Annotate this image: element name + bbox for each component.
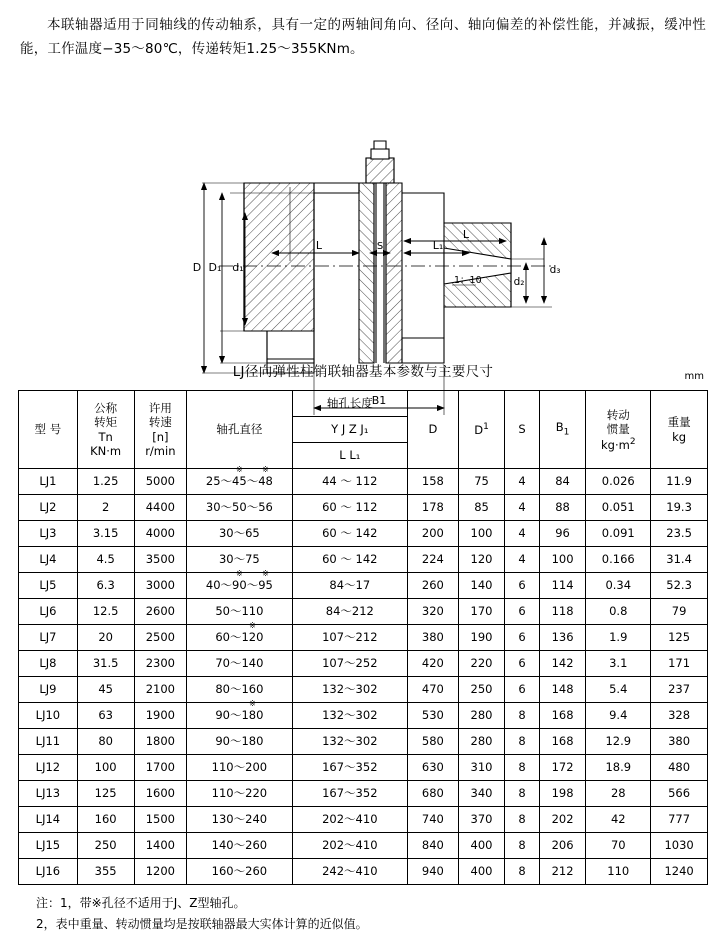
cell-weight: 1030 [651, 833, 708, 859]
cell-model: LJ13 [19, 781, 78, 807]
table-row [19, 729, 708, 755]
cell-B1: 172 [539, 755, 586, 781]
cell-speed: 1900 [134, 703, 187, 729]
label-S: S [376, 241, 384, 253]
cell-B1: 202 [539, 807, 586, 833]
figure-caption [14, 360, 712, 383]
cell-weight: 237 [651, 677, 708, 703]
cell-bore_dia: 30～50～56 [187, 495, 292, 521]
cell-D: 420 [408, 651, 459, 677]
cell-weight: 1240 [651, 859, 708, 885]
cell-D: 680 [408, 781, 459, 807]
table-row [19, 703, 708, 729]
th-inertia: 转动 惯量 $kg\cdot m^2$ [586, 391, 651, 469]
cell-torque: 355 [77, 859, 134, 885]
cell-speed: 1400 [134, 833, 187, 859]
cell-weight: 11.9 [651, 469, 708, 495]
label-L-left: L [315, 239, 323, 253]
cell-torque: 3.15 [77, 521, 134, 547]
cell-B1: 168 [539, 703, 586, 729]
cell-B1: 206 [539, 833, 586, 859]
cell-S: 6 [505, 677, 539, 703]
cell-torque: 63 [77, 703, 134, 729]
cell-bore_dia: 40～※ 90～※ 95 [187, 573, 292, 599]
bore-dia-mark: ※ 48 [258, 475, 273, 488]
cell-B1: 88 [539, 495, 586, 521]
cell-model: LJ1 [19, 469, 78, 495]
cell-bore_len: 107～212 [292, 625, 408, 651]
cell-speed: 1200 [134, 859, 187, 885]
cell-S: 6 [505, 599, 539, 625]
cell-model: LJ2 [19, 495, 78, 521]
cell-inertia: 0.8 [586, 599, 651, 625]
cell-torque: 125 [77, 781, 134, 807]
cell-torque: 80 [77, 729, 134, 755]
cell-bore_dia: 25～※ 45～※ 48 [187, 469, 292, 495]
cell-B1: 142 [539, 651, 586, 677]
cell-torque: 20 [77, 625, 134, 651]
table-row [19, 755, 708, 781]
cell-model: LJ9 [19, 677, 78, 703]
cell-torque: 4.5 [77, 547, 134, 573]
label-d2: d₂ [513, 276, 525, 289]
cell-inertia: 70 [586, 833, 651, 859]
cell-bore_len: 84～212 [292, 599, 408, 625]
cell-D: 224 [408, 547, 459, 573]
cell-bore_dia: 110～220 [187, 781, 292, 807]
cell-D1: 170 [458, 599, 505, 625]
cell-speed: 3000 [134, 573, 187, 599]
cell-B1: 96 [539, 521, 586, 547]
label-L-right: L [462, 228, 470, 242]
cell-D: 840 [408, 833, 459, 859]
bore-dia-mark: ※ 90 [232, 579, 247, 592]
cell-weight: 52.3 [651, 573, 708, 599]
cell-D1: 140 [458, 573, 505, 599]
cell-D: 470 [408, 677, 459, 703]
cell-inertia: 5.4 [586, 677, 651, 703]
cell-bore_len: 167～352 [292, 755, 408, 781]
cell-D: 530 [408, 703, 459, 729]
cell-inertia: 3.1 [586, 651, 651, 677]
cell-weight: 125 [651, 625, 708, 651]
th-B1: $B_1$ [539, 391, 586, 469]
cell-bore_len: 132～302 [292, 729, 408, 755]
cell-D1: 280 [458, 703, 505, 729]
cell-B1: 136 [539, 625, 586, 651]
cell-bore_dia: 90～※ 180 [187, 703, 292, 729]
th-torque: 公称 转矩 Tn KN·m [77, 391, 134, 469]
th-weight: 重量 kg [651, 391, 708, 469]
cell-D1: 400 [458, 833, 505, 859]
cell-bore_len: 132～302 [292, 677, 408, 703]
cell-weight: 380 [651, 729, 708, 755]
note-2: 2，表中重量、转动惯量均是按联轴器最大实体计算的近似值。 [36, 916, 368, 931]
cell-bore_dia: 50～110 [187, 599, 292, 625]
cell-D1: 370 [458, 807, 505, 833]
cell-B1: 148 [539, 677, 586, 703]
table-row [19, 807, 708, 833]
cell-weight: 171 [651, 651, 708, 677]
cell-S: 8 [505, 859, 539, 885]
cell-D1: 85 [458, 495, 505, 521]
cell-D1: 100 [458, 521, 505, 547]
cell-bore_len: 60 ～ 142 [292, 521, 408, 547]
label-taper: 1：10 [454, 275, 482, 287]
cell-bore_len: 60 ～ 112 [292, 495, 408, 521]
spec-table [18, 390, 708, 885]
cell-bore_len: 84～17 [292, 573, 408, 599]
cell-B1: 84 [539, 469, 586, 495]
cell-D: 178 [408, 495, 459, 521]
cell-D: 380 [408, 625, 459, 651]
intro-paragraph: 本联轴器适用于同轴线的传动轴系，具有一定的两轴间角向、径向、轴向偏差的补偿性能，并减振，缓冲性能，工作温度−35～80℃，传递转矩1.25～355KNm。 [20, 17, 706, 57]
cell-B1: 212 [539, 859, 586, 885]
cell-S: 4 [505, 469, 539, 495]
cell-B1: 168 [539, 729, 586, 755]
cell-inertia: 1.9 [586, 625, 651, 651]
cell-S: 6 [505, 625, 539, 651]
cell-torque: 100 [77, 755, 134, 781]
cell-speed: 2600 [134, 599, 187, 625]
cell-S: 4 [505, 495, 539, 521]
cell-D: 630 [408, 755, 459, 781]
label-d3: d₃ [549, 264, 561, 277]
cell-D: 580 [408, 729, 459, 755]
cell-weight: 480 [651, 755, 708, 781]
cell-S: 8 [505, 807, 539, 833]
cell-D1: 75 [458, 469, 505, 495]
cell-S: 8 [505, 833, 539, 859]
cell-inertia: 9.4 [586, 703, 651, 729]
cell-speed: 1700 [134, 755, 187, 781]
cell-weight: 31.4 [651, 547, 708, 573]
label-B1: B1 [371, 394, 387, 408]
th-D1: $D^1$ [458, 391, 505, 469]
table-row [19, 781, 708, 807]
table-row [19, 677, 708, 703]
cell-weight: 566 [651, 781, 708, 807]
note-1: 注：1，带※孔径不适用于J、Z型轴孔。 [36, 896, 246, 911]
cell-speed: 1500 [134, 807, 187, 833]
cell-D1: 310 [458, 755, 505, 781]
cell-speed: 1600 [134, 781, 187, 807]
table-row [19, 859, 708, 885]
figure-caption-text: LJ径向弹性柱销联轴器基本参数与主要尺寸 [232, 364, 494, 381]
cell-inertia: 12.9 [586, 729, 651, 755]
cell-inertia: 0.091 [586, 521, 651, 547]
cell-weight: 777 [651, 807, 708, 833]
cell-speed: 2500 [134, 625, 187, 651]
label-L1: L₁ [432, 239, 444, 253]
cell-bore_len: 242～410 [292, 859, 408, 885]
cell-inertia: 0.166 [586, 547, 651, 573]
table-row [19, 599, 708, 625]
cell-weight: 23.5 [651, 521, 708, 547]
cell-model: LJ12 [19, 755, 78, 781]
th-model: 型 号 [19, 391, 78, 469]
bore-dia-mark: ※ 45 [232, 475, 247, 488]
cell-torque: 6.3 [77, 573, 134, 599]
cell-model: LJ11 [19, 729, 78, 755]
cell-weight: 328 [651, 703, 708, 729]
cell-S: 4 [505, 521, 539, 547]
cell-inertia: 42 [586, 807, 651, 833]
cell-S: 8 [505, 755, 539, 781]
th-D: D [408, 391, 459, 469]
bore-dia-mark: ※ 180 [241, 709, 263, 722]
table-row [19, 495, 708, 521]
th-S: S [505, 391, 539, 469]
cell-torque: 12.5 [77, 599, 134, 625]
table-row [19, 651, 708, 677]
cell-D1: 190 [458, 625, 505, 651]
cell-inertia: 0.026 [586, 469, 651, 495]
cell-inertia: 28 [586, 781, 651, 807]
cell-bore_dia: 140～260 [187, 833, 292, 859]
cell-bore_len: 202～410 [292, 833, 408, 859]
th-bore-length-types: Y J Z J₁ [292, 417, 408, 443]
cell-model: LJ5 [19, 573, 78, 599]
cell-S: 6 [505, 651, 539, 677]
cell-torque: 160 [77, 807, 134, 833]
cell-D1: 400 [458, 859, 505, 885]
cell-B1: 100 [539, 547, 586, 573]
cell-torque: 2 [77, 495, 134, 521]
th-bore-diameter: 轴孔直径 [187, 391, 292, 469]
cell-model: LJ14 [19, 807, 78, 833]
cell-bore_len: 60 ～ 142 [292, 547, 408, 573]
cell-B1: 118 [539, 599, 586, 625]
cell-torque: 31.5 [77, 651, 134, 677]
label-d1: d₁ [232, 261, 244, 275]
cell-model: LJ6 [19, 599, 78, 625]
bore-dia-mark: ※ 120 [241, 631, 263, 644]
cell-bore_dia: 70～140 [187, 651, 292, 677]
cell-bore_dia: 30～65 [187, 521, 292, 547]
cell-D1: 340 [458, 781, 505, 807]
cell-speed: 4400 [134, 495, 187, 521]
cell-inertia: 0.051 [586, 495, 651, 521]
cell-D: 200 [408, 521, 459, 547]
cell-speed: 2100 [134, 677, 187, 703]
cell-D: 260 [408, 573, 459, 599]
table-row [19, 547, 708, 573]
cell-S: 8 [505, 703, 539, 729]
cell-B1: 198 [539, 781, 586, 807]
cell-D1: 120 [458, 547, 505, 573]
cell-S: 6 [505, 573, 539, 599]
cell-D1: 280 [458, 729, 505, 755]
cell-speed: 1800 [134, 729, 187, 755]
cell-D: 940 [408, 859, 459, 885]
label-D1: D₁ [208, 261, 222, 275]
th-bore-length-title: 轴孔长度 [292, 391, 408, 417]
cell-speed: 2300 [134, 651, 187, 677]
cell-inertia: 0.34 [586, 573, 651, 599]
cell-model: LJ3 [19, 521, 78, 547]
cell-bore_dia: 130～240 [187, 807, 292, 833]
cell-S: 8 [505, 729, 539, 755]
cell-bore_len: 202～410 [292, 807, 408, 833]
th-bore-length-sub: L L₁ [292, 443, 408, 469]
cell-weight: 19.3 [651, 495, 708, 521]
table-row [19, 469, 708, 495]
cell-bore_dia: 60～※ 120 [187, 625, 292, 651]
cell-bore_dia: 80～160 [187, 677, 292, 703]
table-row [19, 521, 708, 547]
cell-model: LJ15 [19, 833, 78, 859]
th-speed: 许用 转速 [n] r/min [134, 391, 187, 469]
table-body [19, 469, 708, 885]
cell-S: 8 [505, 781, 539, 807]
cell-bore_len: 44 ～ 112 [292, 469, 408, 495]
table-row [19, 833, 708, 859]
cell-bore_dia: 160～260 [187, 859, 292, 885]
cell-bore_dia: 30～75 [187, 547, 292, 573]
figure-unit-label: mm [684, 371, 704, 383]
cell-bore_dia: 110～200 [187, 755, 292, 781]
cell-model: LJ7 [19, 625, 78, 651]
cell-torque: 250 [77, 833, 134, 859]
cell-S: 4 [505, 547, 539, 573]
cell-torque: 45 [77, 677, 134, 703]
table-notes [36, 893, 712, 934]
cell-weight: 79 [651, 599, 708, 625]
cell-speed: 4000 [134, 521, 187, 547]
cell-model: LJ10 [19, 703, 78, 729]
cell-bore_len: 167～352 [292, 781, 408, 807]
cell-model: LJ4 [19, 547, 78, 573]
table-row [19, 625, 708, 651]
cell-speed: 5000 [134, 469, 187, 495]
cell-inertia: 18.9 [586, 755, 651, 781]
cell-speed: 3500 [134, 547, 187, 573]
cell-D: 320 [408, 599, 459, 625]
table-row [19, 573, 708, 599]
cell-model: LJ16 [19, 859, 78, 885]
cell-torque: 1.25 [77, 469, 134, 495]
table-header-row-1 [19, 391, 708, 417]
cell-bore_len: 132～302 [292, 703, 408, 729]
cell-D1: 220 [458, 651, 505, 677]
cell-bore_len: 107～252 [292, 651, 408, 677]
cell-inertia: 110 [586, 859, 651, 885]
cell-D: 158 [408, 469, 459, 495]
cell-D: 740 [408, 807, 459, 833]
cell-D1: 250 [458, 677, 505, 703]
label-D: D [192, 261, 202, 275]
bore-dia-mark: ※ 95 [258, 579, 273, 592]
cell-model: LJ8 [19, 651, 78, 677]
cell-B1: 114 [539, 573, 586, 599]
cell-bore_dia: 90～180 [187, 729, 292, 755]
